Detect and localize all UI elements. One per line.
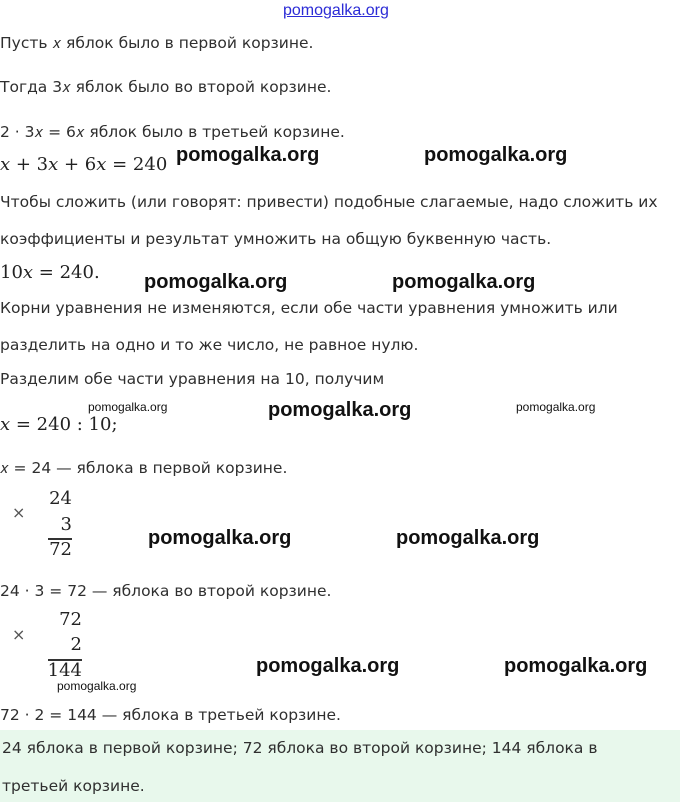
text-line-3: 2 · 3𝑥 = 6𝑥 яблок было в третьей корзине. (0, 123, 345, 141)
calc1-top: 24 (49, 488, 72, 509)
calc2-multiplier: 2 (70, 634, 82, 655)
text-line-8: Корни уравнения не изменяются, если обе части уравнения умножить или (0, 299, 618, 317)
equation-2: 10𝑥 = 240. (0, 262, 100, 283)
text-line-13: 24 · 3 = 72 — яблока во второй корзине. (0, 582, 332, 600)
equation-3: 𝑥 = 240 : 10; (0, 414, 118, 435)
text-line-2: Тогда 3𝑥 яблок было во второй корзине. (0, 78, 332, 96)
text-line-10: Разделим обе части уравнения на 10, получим (0, 370, 385, 388)
text-line-12: 𝑥 = 24 — яблока в первой корзине. (0, 459, 288, 477)
text-line-6: коэффициенты и результат умножить на общую буквенную часть. (0, 230, 552, 248)
watermark: pomogalka.org (396, 527, 540, 549)
watermark: pomogalka.org (424, 144, 568, 166)
watermark: pomogalka.org (516, 400, 596, 414)
answer-line-1: 24 яблока в первой корзине; 72 яблока во второй корзине; 144 яблока в (2, 739, 598, 757)
answer-box (0, 730, 680, 802)
watermark: pomogalka.org (256, 655, 400, 677)
watermark-top-link[interactable]: pomogalka.org (283, 2, 389, 19)
watermark: pomogalka.org (504, 655, 648, 677)
text-line-1: Пусть 𝑥 яблок было в первой корзине. (0, 34, 314, 52)
watermark: pomogalka.org (88, 400, 168, 414)
calc1-result: 72 (49, 539, 72, 560)
text-line-14: 72 · 2 = 144 — яблока в третьей корзине. (0, 706, 341, 724)
watermark: pomogalka.org (144, 271, 288, 293)
watermark: pomogalka.org (176, 144, 320, 166)
calc1-multiplier: 3 (60, 514, 72, 535)
watermark: pomogalka.org (148, 527, 292, 549)
equation-1: 𝑥 + 3𝑥 + 6𝑥 = 240 (0, 154, 168, 175)
multiply-sign-icon: × (12, 625, 26, 644)
watermark: pomogalka.org (57, 679, 137, 693)
watermark: pomogalka.org (392, 271, 536, 293)
text-line-5: Чтобы сложить (или говорят: привести) подобные слагаемые, надо сложить их (0, 193, 658, 211)
text-line-9: разделить на одно и то же число, не равное нулю. (0, 336, 419, 354)
watermark: pomogalka.org (268, 399, 412, 421)
answer-line-2: третьей корзине. (2, 777, 145, 795)
multiply-sign-icon: × (12, 503, 26, 522)
calc2-result: 144 (47, 660, 82, 681)
calc2-top: 72 (59, 609, 82, 630)
